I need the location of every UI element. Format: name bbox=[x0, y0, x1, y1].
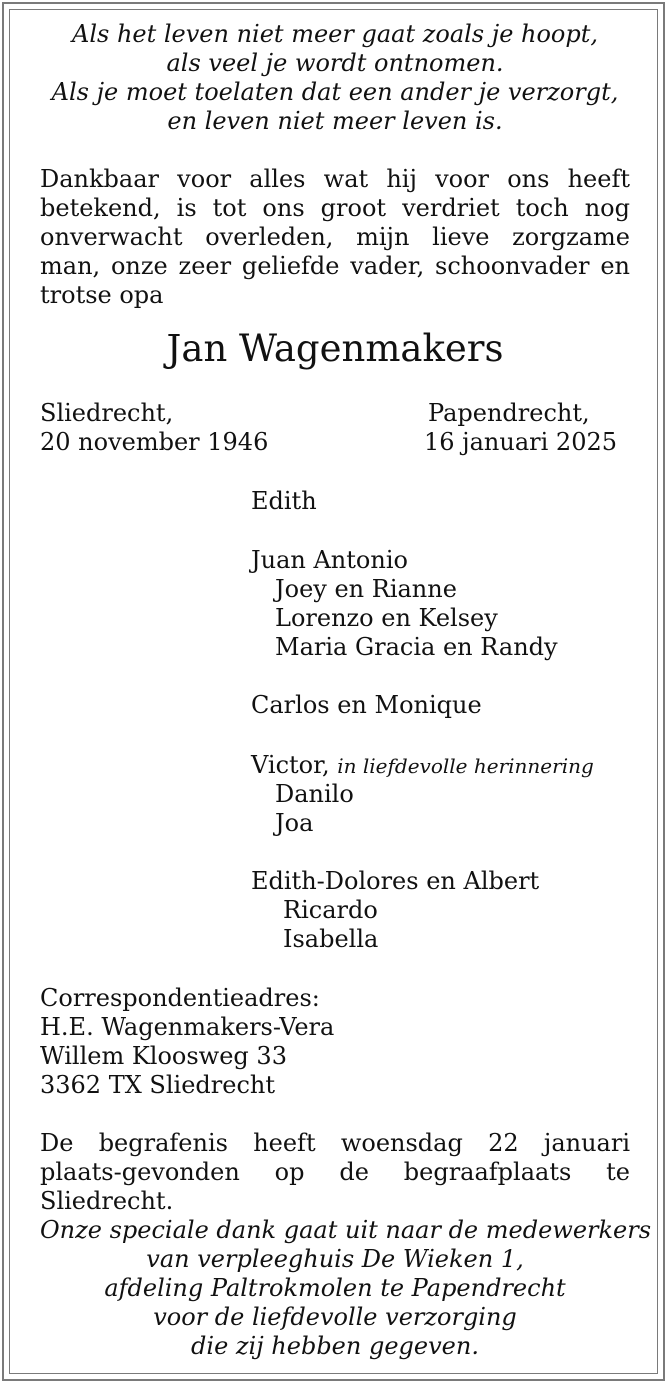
birth-place: Sliedrecht, bbox=[40, 399, 174, 427]
death-date: 16 januari 2025 bbox=[424, 428, 617, 456]
family-grandchild: Ricardo bbox=[283, 896, 378, 924]
family-child: Juan Antonio bbox=[251, 546, 408, 574]
thanks-line: die zij hebben gegeven. bbox=[191, 1332, 479, 1360]
death-place: Papendrecht, bbox=[428, 399, 590, 427]
family-child-name: Victor, bbox=[251, 751, 330, 779]
thanks-line: voor de liefdevolle verzorging bbox=[153, 1303, 517, 1331]
thanks-line: afdeling Paltrokmolen te Papendrecht bbox=[104, 1274, 566, 1302]
correspondence-line: H.E. Wagenmakers-Vera bbox=[40, 1013, 335, 1041]
memorial-note: in liefdevolle herinnering bbox=[337, 754, 594, 778]
announcement-text: Dankbaar voor alles wat hij voor ons heeft betekend, is tot ons groot verdriet toch nog onverwacht overleden, mijn lieve zorgzame man, onze zeer geliefde vader, schoonvader en trotse opa bbox=[40, 165, 630, 309]
poem-line: als veel je wordt ontnomen. bbox=[166, 49, 504, 77]
funeral-text: De begrafenis heeft woensdag 22 januari plaats-gevonden op de begraafplaats te Sliedrecht. bbox=[40, 1129, 630, 1215]
family-child: Carlos en Monique bbox=[251, 691, 482, 719]
family-grandchild: Joey en Rianne bbox=[275, 575, 457, 603]
poem-line: Als het leven niet meer gaat zoals je hoopt, bbox=[71, 20, 599, 48]
correspondence-line: 3362 TX Sliedrecht bbox=[40, 1071, 276, 1099]
family-grandchild: Maria Gracia en Randy bbox=[275, 633, 558, 661]
thanks-line: Onze speciale dank gaat uit naar de medewerkers bbox=[40, 1216, 652, 1244]
family-spouse: Edith bbox=[251, 487, 317, 515]
poem-line: Als je moet toelaten dat een ander je verzorgt, bbox=[51, 78, 619, 106]
thanks-line: van verpleeghuis De Wieken 1, bbox=[146, 1245, 524, 1273]
birth-date: 20 november 1946 bbox=[40, 428, 269, 456]
family-child: Edith-Dolores en Albert bbox=[251, 867, 540, 895]
family-grandchild: Lorenzo en Kelsey bbox=[275, 604, 498, 632]
poem-line: en leven niet meer leven is. bbox=[167, 107, 503, 135]
correspondence-label: Correspondentieadres: bbox=[40, 984, 320, 1012]
deceased-name: Jan Wagenmakers bbox=[166, 327, 504, 370]
family-grandchild: Danilo bbox=[275, 780, 354, 808]
family-grandchild: Isabella bbox=[283, 925, 379, 953]
family-child bbox=[251, 751, 594, 781]
correspondence-line: Willem Kloosweg 33 bbox=[40, 1042, 287, 1070]
family-grandchild: Joa bbox=[275, 809, 314, 837]
